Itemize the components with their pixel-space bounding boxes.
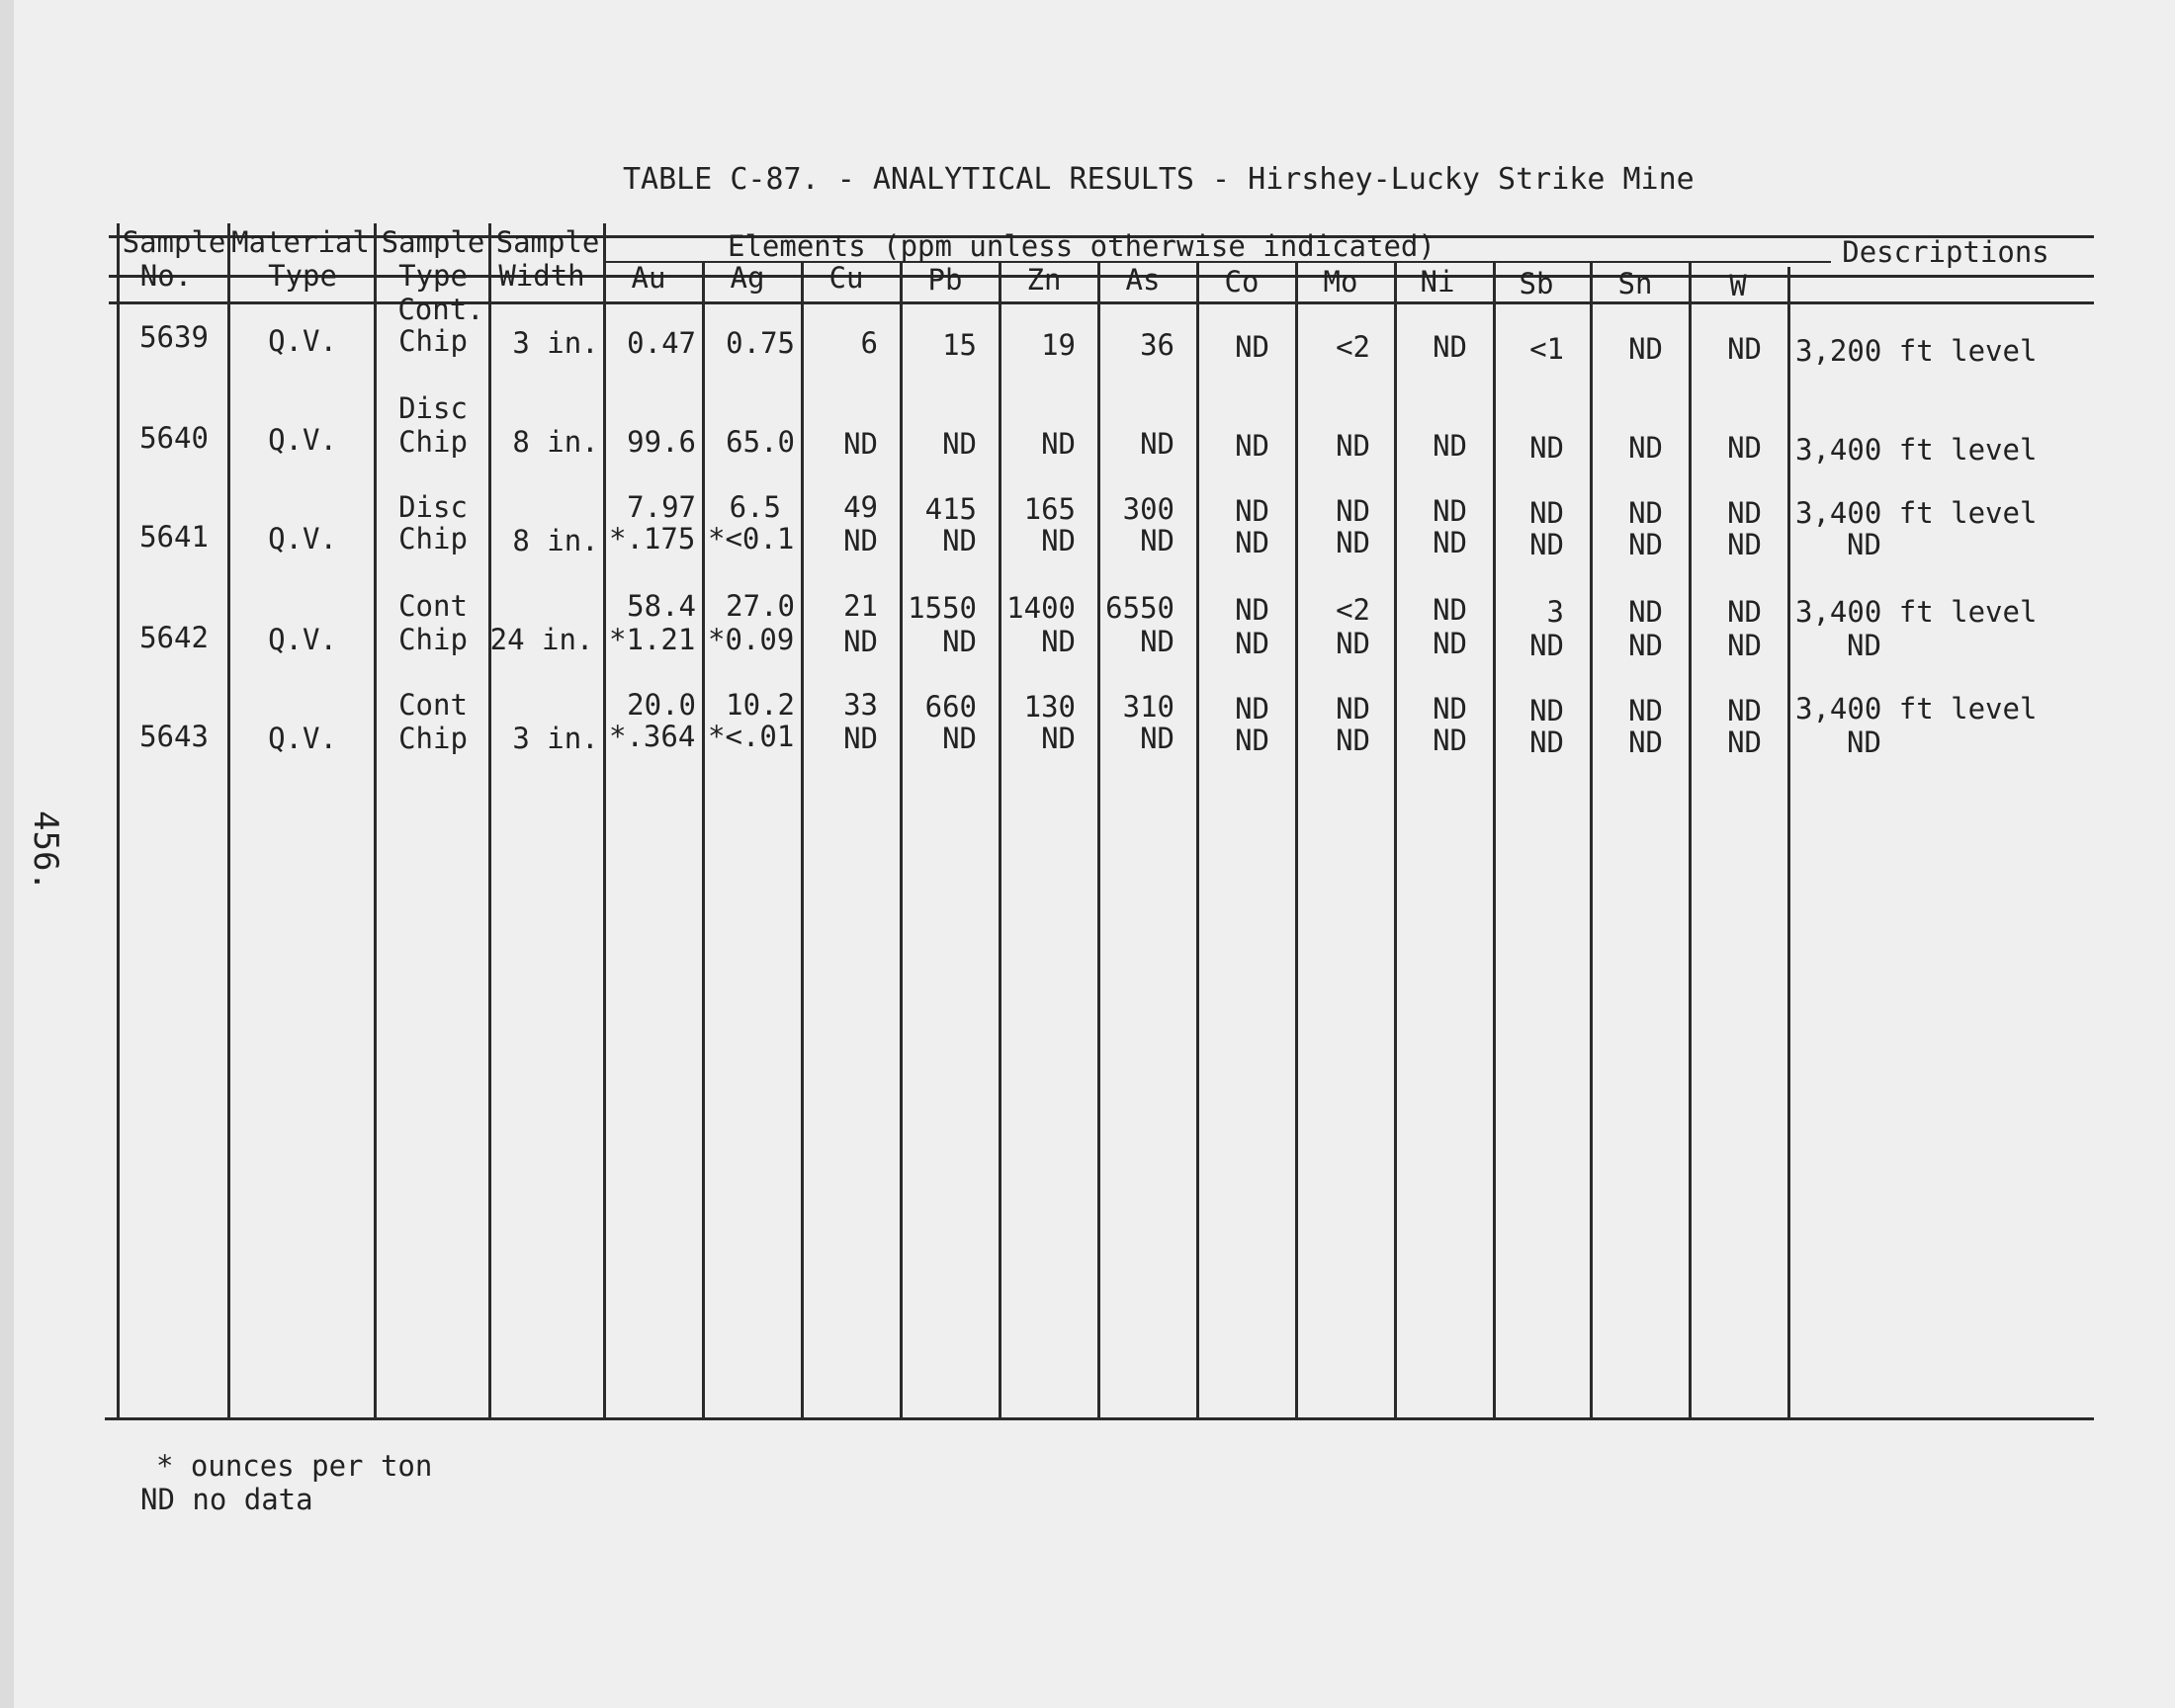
value-cell: 165 (1023, 492, 1076, 526)
column-rule (227, 223, 230, 1417)
header-sample-type: Type (398, 259, 468, 293)
value-cell: ND (1727, 332, 1762, 366)
column-rule (1787, 267, 1790, 1417)
value-cell: ND (1336, 627, 1370, 660)
value-cell: 36 (1140, 328, 1174, 362)
element-header: Cu (828, 261, 864, 295)
value-cell: 65.0 (726, 425, 795, 459)
value-cell: ND (1336, 692, 1370, 726)
value-cell: ND (1433, 330, 1467, 364)
value-cell: ND (1235, 724, 1269, 757)
value-cell: ND (1235, 494, 1269, 528)
value-cell: *.175 (609, 522, 696, 555)
value-cell: 21 (843, 589, 878, 623)
value-cell: ND (843, 524, 878, 557)
element-header: Co (1224, 265, 1260, 299)
handwritten-page-number: 456. (26, 811, 65, 892)
element-header: Ag (730, 261, 765, 295)
value-cell: ND (1140, 722, 1174, 755)
value-cell: ND (1529, 694, 1564, 727)
value-cell: ND (1433, 494, 1467, 528)
value-cell: ND (1727, 726, 1762, 759)
value-cell: 20.0 (627, 688, 696, 722)
material-type-cell: Q.V. (268, 324, 337, 358)
sample-no-cell: 5643 (139, 720, 209, 753)
element-header: Zn (1026, 263, 1062, 297)
sample-no-cell: 5641 (139, 520, 209, 554)
sample-width-cell: 24 in. (489, 623, 594, 656)
value-cell: *.364 (609, 720, 696, 753)
value-cell: 415 (924, 492, 977, 526)
value-cell: 0.75 (726, 326, 795, 360)
element-header: Sn (1617, 267, 1653, 300)
material-type-cell: Q.V. (268, 623, 337, 656)
value-cell: ND (1433, 526, 1467, 559)
value-cell: ND (1433, 627, 1467, 660)
value-cell: ND (843, 625, 878, 658)
value-cell: ND (1140, 427, 1174, 461)
value-cell: ND (1336, 724, 1370, 757)
value-cell: ND (1628, 431, 1663, 465)
value-cell: 310 (1122, 690, 1174, 724)
element-header: Sb (1519, 267, 1554, 300)
column-rule (1590, 261, 1593, 1417)
sample-type-cell: Chip (398, 623, 468, 656)
sample-width-cell: 8 in. (512, 425, 599, 459)
value-cell: ND (1235, 429, 1269, 463)
table-title: TABLE C-87. - ANALYTICAL RESULTS - Hirshey-Lucky Strike Mine (623, 162, 1695, 197)
value-cell: *0.09 (708, 623, 795, 656)
value-cell: ND (1529, 726, 1564, 759)
value-cell: ND (1628, 694, 1663, 727)
value-cell: 58.4 (627, 589, 696, 623)
column-rule (374, 223, 377, 1417)
sample-no-cell: 5642 (139, 621, 209, 654)
value-cell: ND (1628, 528, 1663, 561)
value-cell: ND (1336, 494, 1370, 528)
header-sample-no: No. (139, 259, 193, 293)
sample-no-cell: 5639 (139, 320, 209, 354)
value-cell: 1550 (908, 591, 977, 625)
value-cell: 300 (1122, 492, 1174, 526)
value-cell: ND (1235, 692, 1269, 726)
description-cell: ND (1847, 629, 1881, 662)
column-rule (702, 261, 705, 1417)
value-cell: ND (1727, 629, 1762, 662)
element-header: Au (631, 261, 666, 295)
value-cell: ND (1433, 593, 1467, 627)
material-type-cell: Q.V. (268, 522, 337, 555)
value-cell: 99.6 (627, 425, 696, 459)
sample-type-cell: Chip (398, 722, 468, 755)
sample-type-cell: Chip (398, 324, 468, 358)
sample-type-cell: Disc (398, 391, 468, 425)
value-cell: <2 (1336, 593, 1370, 627)
column-rule (1689, 261, 1692, 1417)
column-rule (1493, 261, 1496, 1417)
value-cell: *<0.1 (708, 522, 795, 555)
sample-type-cell: Cont. (397, 293, 484, 326)
value-cell: ND (1336, 429, 1370, 463)
value-cell: ND (1235, 593, 1269, 627)
value-cell: ND (1433, 692, 1467, 726)
value-cell: ND (1041, 625, 1076, 658)
table-bottom-rule (105, 1417, 2094, 1420)
value-cell: <2 (1336, 330, 1370, 364)
column-rule (999, 261, 1001, 1417)
column-rule (117, 223, 120, 1417)
value-cell: 7.97 (627, 490, 696, 524)
value-cell: *<.01 (708, 720, 795, 753)
column-rule (1196, 261, 1199, 1417)
value-cell: ND (1628, 595, 1663, 629)
sample-type-cell: Disc (398, 490, 468, 524)
sample-type-cell: Chip (398, 522, 468, 555)
value-cell: ND (1727, 431, 1762, 465)
value-cell: ND (1235, 526, 1269, 559)
material-type-cell: Q.V. (268, 722, 337, 755)
header-sample-no: Sample (122, 225, 226, 259)
footnote-asterisk: * ounces per ton (156, 1449, 433, 1483)
value-cell: 15 (942, 328, 977, 362)
column-rule (603, 223, 606, 1417)
value-cell: ND (1727, 595, 1762, 629)
description-cell: 3,200 ft level (1795, 334, 2038, 368)
column-rule (1295, 261, 1298, 1417)
description-cell: ND (1847, 726, 1881, 759)
value-cell: ND (1727, 528, 1762, 561)
value-cell: ND (1235, 330, 1269, 364)
column-rule (1394, 261, 1397, 1417)
value-cell: 27.0 (726, 589, 795, 623)
value-cell: ND (1433, 429, 1467, 463)
value-cell: ND (1140, 625, 1174, 658)
description-cell: 3,400 ft level (1795, 692, 2038, 726)
value-cell: ND (1433, 724, 1467, 757)
value-cell: ND (1041, 524, 1076, 557)
value-cell: ND (1140, 524, 1174, 557)
sample-no-cell: 5640 (139, 421, 209, 455)
column-rule (801, 261, 804, 1417)
sample-width-cell: 3 in. (512, 722, 599, 755)
value-cell: ND (1041, 427, 1076, 461)
value-cell: 6 (860, 326, 878, 360)
sample-type-cell: Chip (398, 425, 468, 459)
value-cell: 0.47 (627, 326, 696, 360)
sample-type-cell: Cont (398, 688, 468, 722)
header-sample-width: Sample (495, 225, 600, 259)
value-cell: 49 (843, 490, 878, 524)
sample-type-cell: Cont (398, 589, 468, 623)
header-material-type: Type (268, 259, 337, 293)
value-cell: ND (1628, 496, 1663, 530)
value-cell: ND (942, 524, 977, 557)
element-header: Ni (1420, 265, 1455, 299)
value-cell: ND (1628, 332, 1663, 366)
value-cell: 6.5 (729, 490, 781, 524)
header-descriptions: Descriptions (1842, 235, 2049, 269)
value-cell: ND (1336, 526, 1370, 559)
value-cell: ND (1628, 629, 1663, 662)
value-cell: ND (1529, 629, 1564, 662)
value-cell: ND (1041, 722, 1076, 755)
header-sample-type: Sample (381, 225, 485, 259)
value-cell: ND (1529, 528, 1564, 561)
description-cell: 3,400 ft level (1795, 433, 2038, 467)
value-cell: 130 (1023, 690, 1076, 724)
value-cell: ND (942, 722, 977, 755)
value-cell: ND (1529, 431, 1564, 465)
value-cell: 3 (1546, 595, 1564, 629)
element-header: Pb (927, 263, 963, 297)
value-cell: 19 (1041, 328, 1076, 362)
value-cell: 10.2 (726, 688, 795, 722)
description-cell: 3,400 ft level (1795, 496, 2038, 530)
header-elements: Elements (ppm unless otherwise indicated) (728, 229, 1436, 263)
value-cell: 6550 (1105, 591, 1174, 625)
value-cell: 1400 (1006, 591, 1076, 625)
value-cell: *1.21 (609, 623, 696, 656)
value-cell: ND (942, 625, 977, 658)
value-cell: ND (1727, 694, 1762, 727)
sample-width-cell: 8 in. (512, 524, 599, 557)
column-rule (1097, 261, 1100, 1417)
column-rule (488, 223, 491, 1417)
value-cell: <1 (1529, 332, 1564, 366)
value-cell: ND (843, 722, 878, 755)
column-rule (900, 261, 903, 1417)
value-cell: 660 (924, 690, 977, 724)
sample-width-cell: 3 in. (512, 326, 599, 360)
value-cell: ND (942, 427, 977, 461)
element-header: Mo (1323, 265, 1358, 299)
value-cell: ND (1235, 627, 1269, 660)
value-cell: 33 (843, 688, 878, 722)
value-cell: ND (1628, 726, 1663, 759)
value-cell: ND (1529, 496, 1564, 530)
description-cell: 3,400 ft level (1795, 595, 2038, 629)
element-header: As (1125, 263, 1161, 297)
value-cell: ND (843, 427, 878, 461)
material-type-cell: Q.V. (268, 423, 337, 457)
header-material-type: Material (231, 225, 370, 259)
value-cell: ND (1727, 496, 1762, 530)
header-sample-width: Width (498, 259, 585, 293)
description-cell: ND (1847, 528, 1881, 561)
element-header: W (1729, 269, 1747, 302)
footnote-nd: ND no data (140, 1483, 313, 1516)
